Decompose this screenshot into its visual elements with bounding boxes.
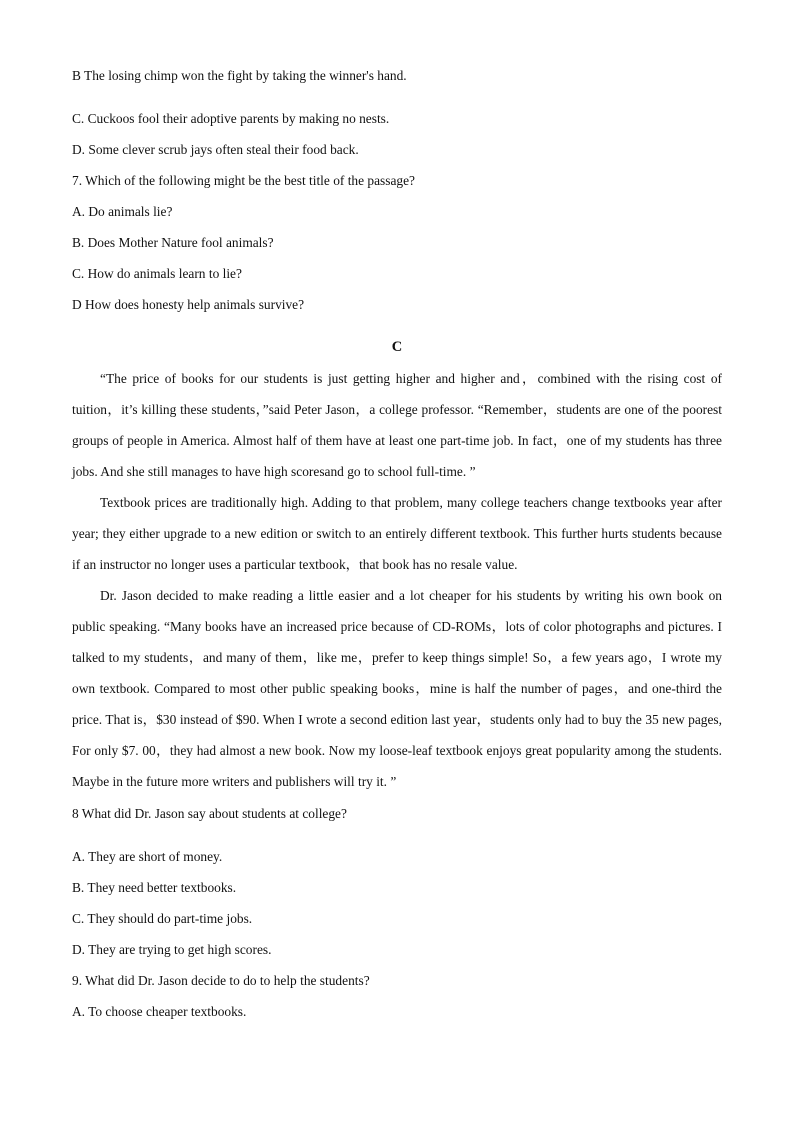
question-8: 8 What did Dr. Jason say about students at college? (72, 806, 347, 821)
q9-option-a: A. To choose cheaper textbooks. (72, 1004, 247, 1019)
section-c-heading: C (391, 339, 403, 355)
q7-option-d: D How does honesty help animals survive? (72, 297, 305, 312)
question-9: 9. What did Dr. Jason decide to do to help the students? (72, 973, 370, 988)
question-7: 7. Which of the following might be the best title of the passage? (72, 173, 415, 188)
passage-paragraph-1: “The price of books for our students is just getting higher and higher and，combined with the rising cost of tuition，it’s killing these students，”said Peter Jason，a college professor. “Remember，students are one of the poorest groups of people in America. Almost half of them have at least one part-time job. In fact，one of my students has three jobs. And she still manages to have high scoresand go to school full-time. ” (72, 371, 722, 479)
q8-option-c: C. They should do part-time jobs. (72, 911, 253, 926)
q8-option-d: D. They are trying to get high scores. (72, 942, 272, 957)
q7-option-a: A. Do animals lie? (72, 204, 173, 219)
q7-option-c: C. How do animals learn to lie? (72, 266, 242, 281)
q7-option-b: B. Does Mother Nature fool animals? (72, 235, 274, 250)
prev-option-c: C. Cuckoos fool their adoptive parents by making no nests. (72, 111, 390, 126)
prev-option-b: B The losing chimp won the fight by taking the winner's hand. (72, 68, 407, 83)
passage-paragraph-3: Dr. Jason decided to make reading a little easier and a lot cheaper for his students by writing his own book on public speaking. “Many books have an increased price because of CD-ROMs，lots of color photographs and pictures. I talked to my students，and many of them，like me，prefer to keep things simple! So，a few years ago，I wrote my own textbook. Compared to most other public speaking books，mine is half the number of pages，and one-third the price. That is，$30 instead of $90. When I wrote a second edition last year，students only had to buy the 35 new pages, For only $7. 00，they had almost a new book. Now my loose-leaf textbook enjoys great popularity among the students. Maybe in the future more writers and publishers will try it. ” (72, 588, 722, 789)
prev-option-d: D. Some clever scrub jays often steal their food back. (72, 142, 359, 157)
q8-option-b: B. They need better textbooks. (72, 880, 237, 895)
q8-option-a: A. They are short of money. (72, 849, 223, 864)
passage-paragraph-2: Textbook prices are traditionally high. Adding to that problem, many college teachers change textbooks year after year; they either upgrade to a new edition or switch to an entirely different textbook. This further hurts students because if an instructor no longer uses a particular textbook，that book has no resale value. (72, 495, 722, 572)
